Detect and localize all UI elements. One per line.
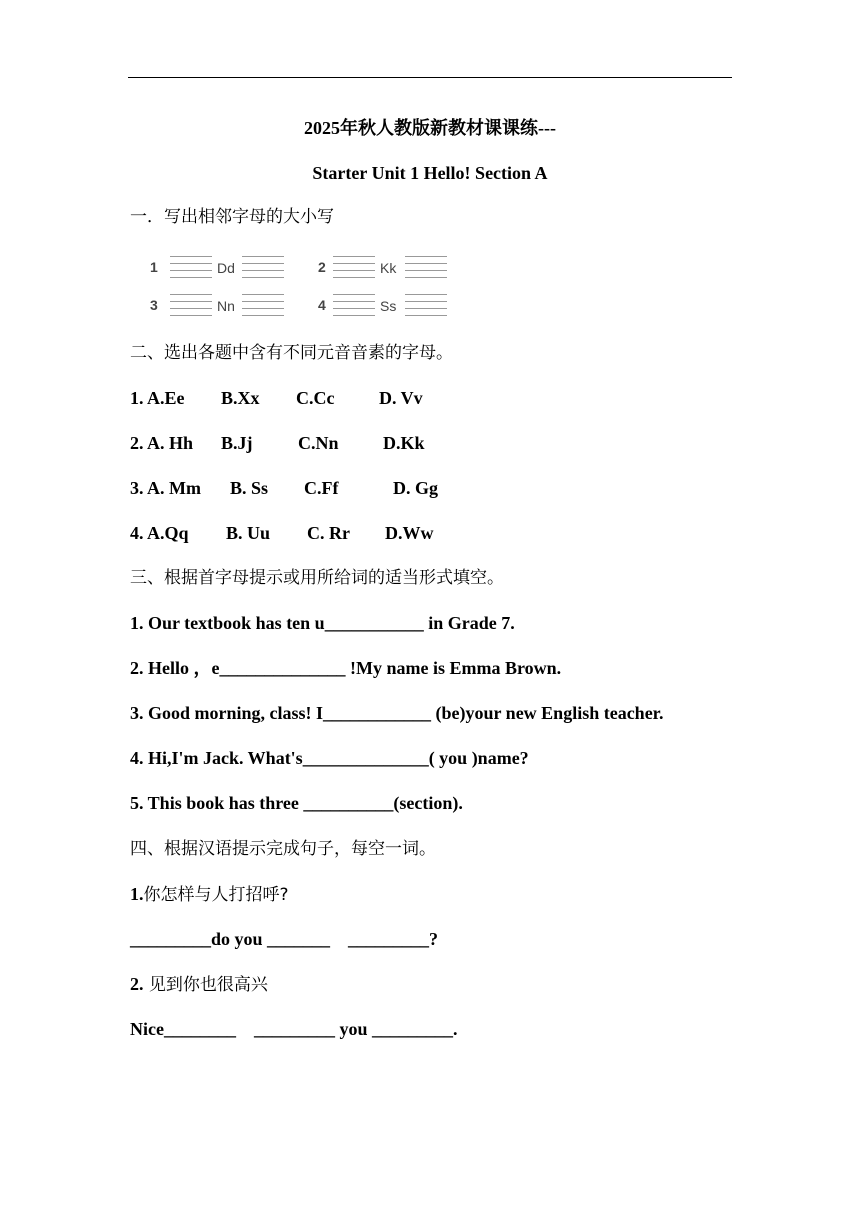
- option-c: C.Ff: [304, 478, 339, 498]
- section4-heading: 四、根据汉语提示完成句子，每空一词。: [130, 839, 436, 859]
- prompt-number: 1.: [130, 884, 144, 904]
- fill-question: 2. Hello ，e______________ !My name is Emma Brown.: [130, 658, 562, 678]
- translation-answer: Nice________ _________ you _________.: [130, 1019, 458, 1039]
- fill-question: 3. Good morning, class! I____________ (be)your new English teacher.: [130, 703, 664, 723]
- item-number: 3: [150, 297, 158, 313]
- fill-question: 4. Hi,I'm Jack. What's______________( you )name?: [130, 748, 529, 768]
- page-title: 2025年秋人教版新教材课课练---: [304, 118, 556, 138]
- translation-prompt: [130, 883, 289, 906]
- section1-heading: 一．写出相邻字母的大小写: [130, 207, 334, 227]
- fill-question: 5. This book has three __________(section).: [130, 793, 463, 813]
- prompt-number: 2.: [130, 974, 144, 994]
- option-d: D. Vv: [379, 388, 423, 408]
- section2-heading: 二、选出各题中含有不同元音音素的字母。: [130, 343, 453, 363]
- writing-lines: [170, 256, 212, 280]
- option-b: B. Ss: [230, 478, 269, 498]
- writing-lines: [242, 256, 284, 280]
- item-letters: Nn: [217, 298, 235, 314]
- option-b: B.Jj: [221, 433, 253, 453]
- option-c: C. Rr: [307, 523, 350, 543]
- item-letters: Ss: [380, 298, 397, 314]
- option-b: B.Xx: [221, 388, 260, 408]
- option-b: B. Uu: [226, 523, 271, 543]
- writing-lines: [405, 294, 447, 318]
- option-a: 4. A.Qq: [130, 523, 189, 543]
- option-a: 1. A.Ee: [130, 388, 185, 408]
- item-letters: Kk: [380, 260, 397, 276]
- writing-lines: [170, 294, 212, 318]
- item-number: 4: [318, 297, 326, 313]
- writing-lines: [405, 256, 447, 280]
- page-subtitle: Starter Unit 1 Hello! Section A: [312, 163, 548, 183]
- item-number: 1: [150, 259, 158, 275]
- item-number: 2: [318, 259, 326, 275]
- option-c: C.Nn: [298, 433, 339, 453]
- translation-answer: _________do you _______ _________?: [130, 929, 439, 949]
- option-c: C.Cc: [296, 388, 335, 408]
- prompt-text: 见到你也很高兴: [143, 975, 268, 995]
- prompt-text: 你怎样与人打招呼?: [143, 885, 289, 905]
- option-d: D.Kk: [383, 433, 425, 453]
- option-a: 2. A. Hh: [130, 433, 194, 453]
- fill-question: 1. Our textbook has ten u___________ in Grade 7.: [130, 613, 515, 633]
- header-rule: [128, 77, 732, 78]
- writing-lines: [333, 256, 375, 280]
- translation-prompt: [130, 973, 268, 996]
- option-a: 3. A. Mm: [130, 478, 201, 498]
- section3-heading: 三、根据首字母提示或用所给词的适当形式填空。: [130, 568, 504, 588]
- writing-lines: [242, 294, 284, 318]
- option-d: D.Ww: [385, 523, 434, 543]
- item-letters: Dd: [217, 260, 235, 276]
- writing-lines: [333, 294, 375, 318]
- option-d: D. Gg: [393, 478, 438, 498]
